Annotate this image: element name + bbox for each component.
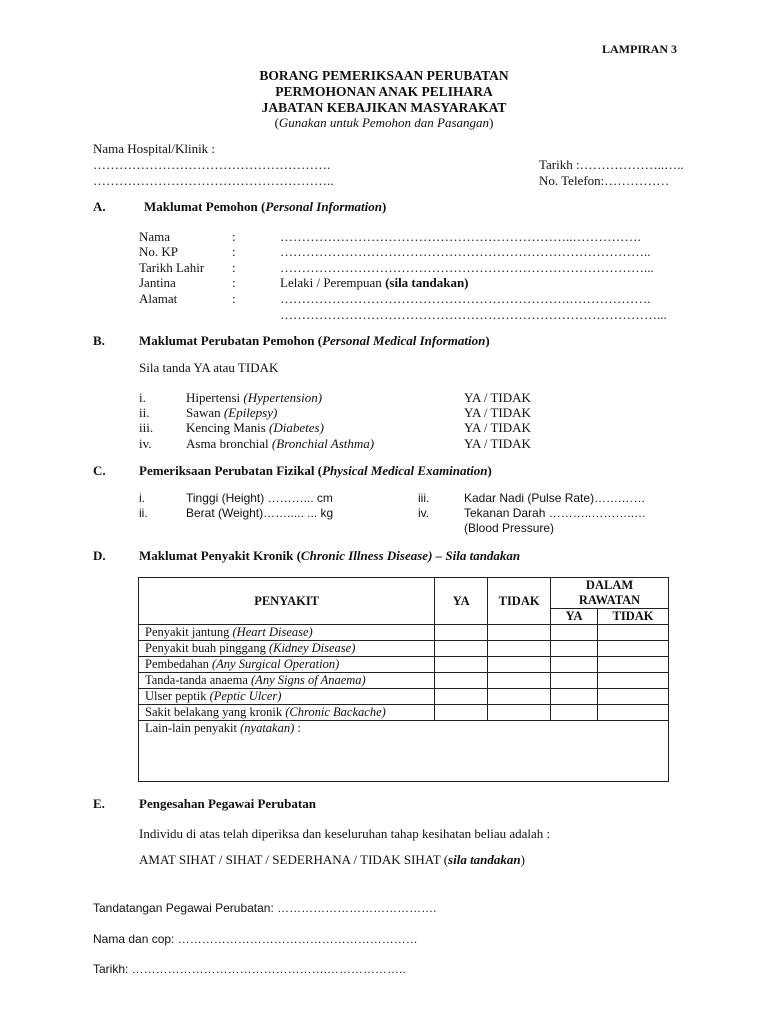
section-b-title: Maklumat Perubatan Pemohon (Personal Medical Information) [139,333,490,348]
cell-rawatan-ya[interactable] [551,625,598,641]
list-number: iii. [139,420,154,435]
header-dalam-rawatan: DALAM RAWATAN [551,578,669,609]
health-status-options[interactable]: AMAT SIHAT / SIHAT / SEDERHANA / TIDAK SIHAT (sila tandakan) [139,852,525,867]
field-label-jantina: Jantina [139,275,176,290]
condition-label: Kencing Manis (Diabetes) [186,420,324,435]
list-number: iv. [418,506,430,520]
condition-label: Hipertensi (Hypertension) [186,390,323,405]
field-colon: : [232,244,236,259]
cell-rawatan-ya[interactable] [551,657,598,673]
form-title-line2: PERMOHONAN ANAK PELIHARA [275,84,493,99]
cell-ya[interactable] [435,689,488,705]
table-row [139,705,669,721]
field-colon: : [232,275,236,290]
section-e-title: Pengesahan Pegawai Perubatan [139,796,316,811]
header-tidak: TIDAK [488,578,551,625]
field-colon: : [232,260,236,275]
field-label-tarikh-lahir: Tarikh Lahir [139,260,205,275]
condition-label: Sawan (Epilepsy) [186,405,278,420]
field-input-nama[interactable]: …………………………………………………………..……………. [280,229,641,244]
field-input-jantina[interactable]: Lelaki / Perempuan (sila tandakan) [280,275,469,290]
cell-rawatan-ya[interactable] [551,705,598,721]
header-penyakit: PENYAKIT [139,578,435,625]
cell-tidak[interactable] [488,625,551,641]
cell-tidak[interactable] [488,641,551,657]
table-row [139,673,669,689]
table-row [139,641,669,657]
section-d-letter: D. [93,548,106,563]
cell-rawatan-tidak[interactable] [598,625,669,641]
table-row [139,689,669,705]
table-row [139,625,669,641]
section-b-letter: B. [93,333,105,348]
date-field[interactable]: Tarikh :………………..….. [539,157,684,172]
cell-ya[interactable] [435,673,488,689]
other-disease-input[interactable]: Lain-lain penyakit (nyatakan) : [139,721,669,782]
name-stamp-field[interactable]: Nama dan cop: …………………………………………………… [93,932,418,946]
yes-no-choice[interactable]: YA / TIDAK [464,405,531,420]
list-number: iii. [418,491,430,505]
cell-tidak[interactable] [488,673,551,689]
cell-rawatan-ya[interactable] [551,641,598,657]
subheader-tidak: TIDAK [598,609,669,625]
signature-date-field[interactable]: Tarikh: ………………………………………….……………….. [93,962,406,976]
disease-label: Pembedahan (Any Surgical Operation) [139,657,435,673]
cell-tidak[interactable] [488,689,551,705]
list-number: ii. [139,405,150,420]
cell-tidak[interactable] [488,657,551,673]
cell-rawatan-tidak[interactable] [598,689,669,705]
disease-label: Ulser peptik (Peptic Ulcer) [139,689,435,705]
cell-tidak[interactable] [488,705,551,721]
hospital-name-line2[interactable]: ……………………………………………….. [93,173,334,188]
disease-label: Tanda-tanda anaema (Any Signs of Anaema) [139,673,435,689]
list-number: iv. [139,436,152,451]
signature-field[interactable]: Tandatangan Pegawai Perubatan: …………………………………. [93,901,437,915]
disease-label: Penyakit buah pinggang (Kidney Disease) [139,641,435,657]
form-title-line3: JABATAN KEBAJIKAN MASYARAKAT [261,100,507,115]
blood-pressure-en-label: (Blood Pressure) [464,521,555,535]
section-a-title: Maklumat Pemohon (Personal Information) [144,199,387,214]
section-c-title: Pemeriksaan Perubatan Fizikal (Physical Medical Examination) [139,463,492,478]
cell-rawatan-tidak[interactable] [598,641,669,657]
hospital-name-line1[interactable]: ………………………………………………. [93,157,331,172]
section-c-letter: C. [93,463,106,478]
table-row [139,657,669,673]
cell-ya[interactable] [435,625,488,641]
cell-rawatan-ya[interactable] [551,673,598,689]
field-input-nokp[interactable]: ………………………………………………………………………….. [280,244,651,259]
form-subtitle: (Gunakan untuk Pemohon dan Pasangan) [274,115,494,130]
blood-pressure-field[interactable]: Tekanan Darah ………..………..… [464,506,647,520]
cell-rawatan-tidak[interactable] [598,673,669,689]
weight-field[interactable]: Berat (Weight)……..... ... kg [186,506,334,520]
field-input-alamat[interactable]: ………………………………………………………….………………. [280,291,651,306]
condition-label: Asma bronchial (Bronchial Asthma) [186,436,375,451]
phone-field[interactable]: No. Telefon:…………… [539,173,670,188]
cell-ya[interactable] [435,705,488,721]
other-disease-row [139,721,669,782]
chronic-illness-table [138,577,669,782]
cell-ya[interactable] [435,657,488,673]
list-number: i. [139,390,146,405]
disease-label: Sakit belakang yang kronik (Chronic Backache) [139,705,435,721]
form-title-line1: BORANG PEMERIKSAAN PERUBATAN [259,68,509,83]
field-input-alamat-line2[interactable]: ……………………………………………………………………………... [280,307,667,322]
cell-rawatan-tidak[interactable] [598,705,669,721]
list-number: ii. [139,506,148,520]
section-b-instruction: Sila tanda YA atau TIDAK [139,360,279,375]
yes-no-choice[interactable]: YA / TIDAK [464,436,531,451]
yes-no-choice[interactable]: YA / TIDAK [464,420,531,435]
field-label-nama: Nama [139,229,171,244]
field-label-alamat: Alamat [139,291,178,306]
cell-rawatan-tidak[interactable] [598,657,669,673]
height-field[interactable]: Tinggi (Height) ………... cm [186,491,333,505]
disease-label: Penyakit jantung (Heart Disease) [139,625,435,641]
field-label-nokp: No. KP [139,244,179,259]
pulse-rate-field[interactable]: Kadar Nadi (Pulse Rate)…….…… [464,491,646,505]
field-colon: : [232,291,236,306]
list-number: i. [139,491,145,505]
header-ya: YA [435,578,488,625]
section-d-title: Maklumat Penyakit Kronik (Chronic Illness Disease) – Sila tandakan [139,548,521,563]
cell-ya[interactable] [435,641,488,657]
section-e-letter: E. [93,796,105,811]
lampiran-label: LAMPIRAN 3 [602,42,677,56]
field-input-tarikh-lahir[interactable]: …………………………………………………………………………... [280,260,654,275]
field-colon: : [232,229,236,244]
section-e-statement: Individu di atas telah diperiksa dan keseluruhan tahap kesihatan beliau adalah : [139,826,551,841]
cell-rawatan-ya[interactable] [551,689,598,705]
section-a-letter: A. [93,199,106,214]
table-header-row [139,578,669,609]
hospital-label: Nama Hospital/Klinik : [93,141,216,156]
yes-no-choice[interactable]: YA / TIDAK [464,390,531,405]
subheader-ya: YA [551,609,598,625]
